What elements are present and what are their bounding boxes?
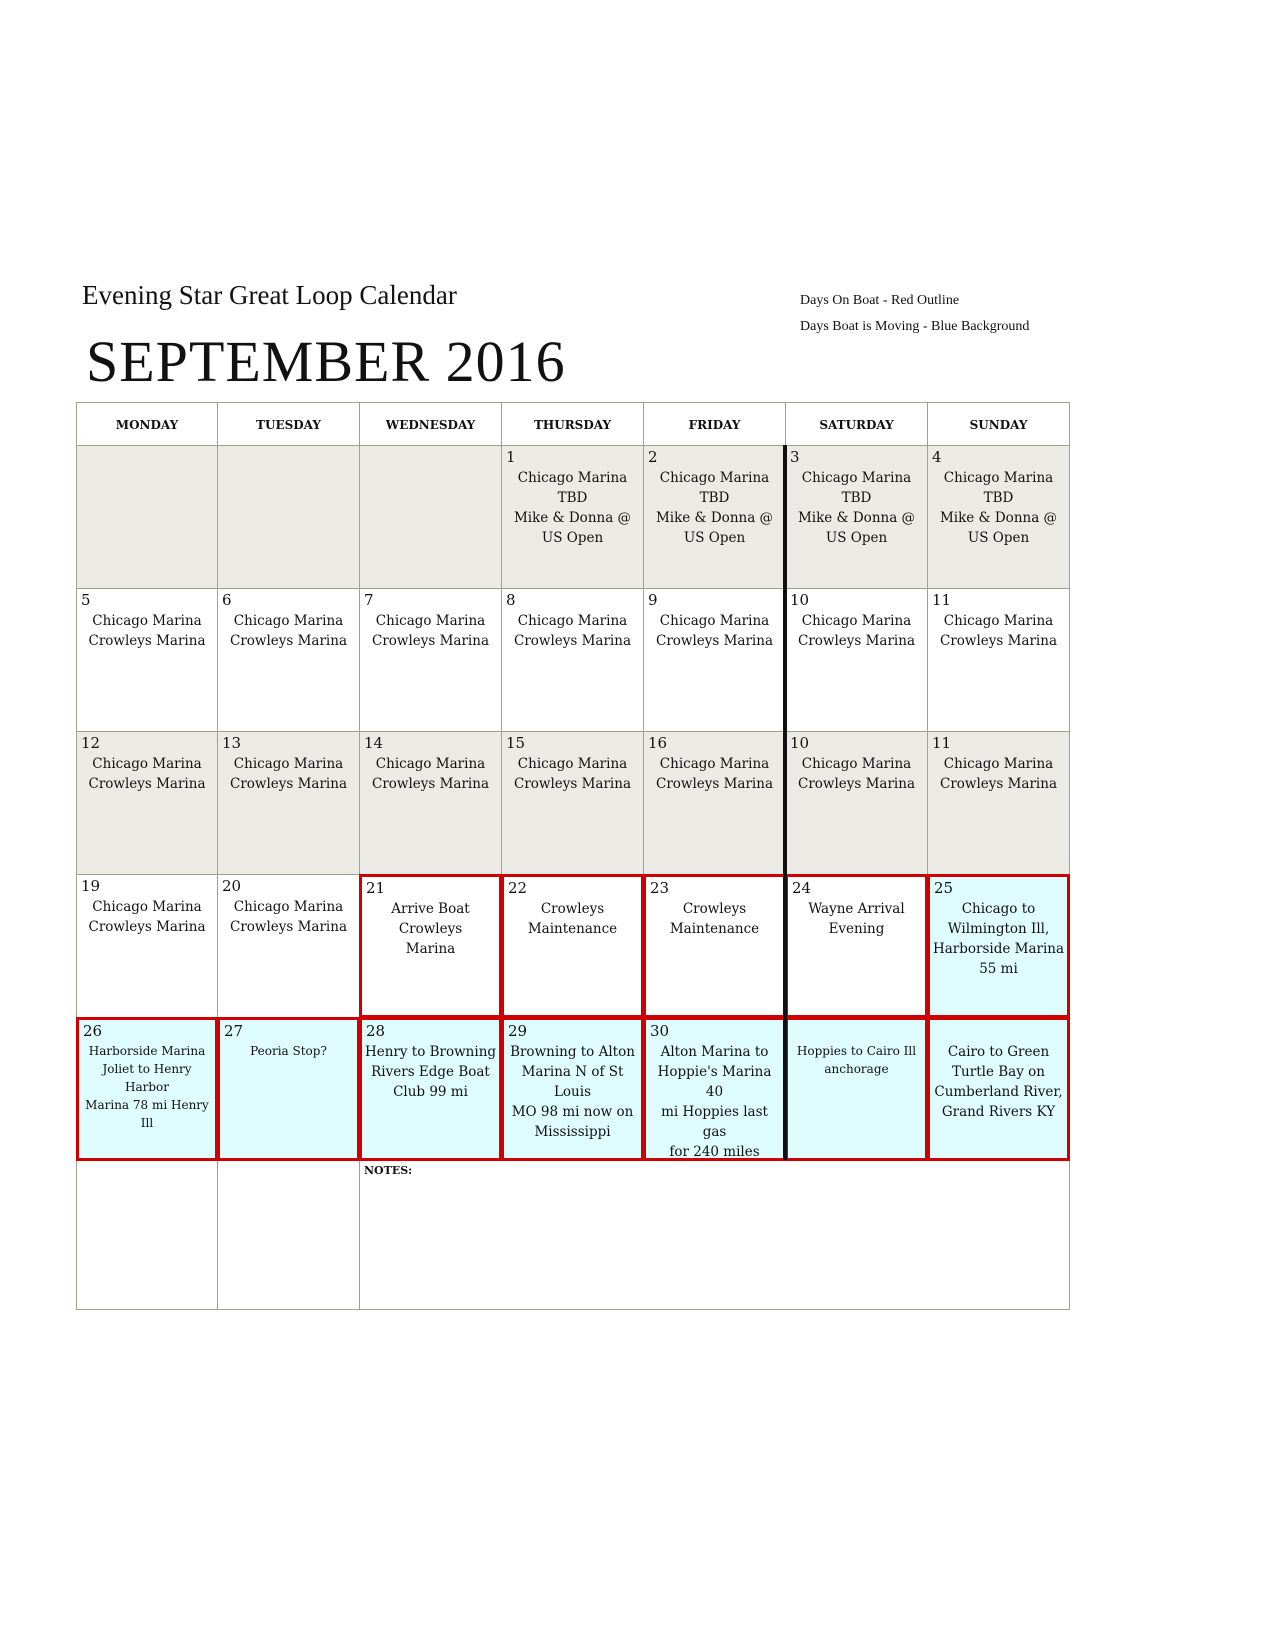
event-line: Chicago Marina TBD xyxy=(943,470,1054,506)
legend-on-boat: Days On Boat - Red Outline xyxy=(800,293,960,308)
day-cell-15 xyxy=(501,731,644,875)
event-line: Crowleys Marina xyxy=(371,776,489,792)
day-event-text xyxy=(930,468,1067,548)
day-cell-14 xyxy=(359,731,502,875)
event-line: Mike & Donna @ xyxy=(939,510,1058,526)
month-heading: SEPTEMBER 2016 xyxy=(86,329,566,394)
event-line: Browning to Alton xyxy=(510,1044,635,1060)
day-event-text xyxy=(790,1042,923,1078)
day-cell-blank xyxy=(927,1017,1070,1161)
event-line: Crowleys Marina xyxy=(513,776,631,792)
event-line: US Open xyxy=(683,530,746,546)
event-line: Chicago Marina TBD xyxy=(801,470,912,506)
day-cell-6 xyxy=(217,588,360,732)
event-line: US Open xyxy=(825,530,888,546)
weekday-header-monday: MONDAY xyxy=(76,402,218,447)
day-cell-21 xyxy=(359,874,502,1018)
event-line: Chicago Marina xyxy=(517,756,628,772)
day-number: 1 xyxy=(506,448,516,466)
event-line: Cumberland River, xyxy=(934,1084,1063,1100)
day-number: 2 xyxy=(648,448,658,466)
event-line: Alton Marina to xyxy=(660,1044,769,1060)
event-line: Marina 78 mi Henry Ill xyxy=(85,1098,209,1130)
weekday-header-wednesday: WEDNESDAY xyxy=(359,402,502,447)
event-line: Harborside Marina xyxy=(932,941,1065,957)
day-number: 9 xyxy=(648,591,658,609)
day-number: 8 xyxy=(506,591,516,609)
day-event-text xyxy=(364,899,497,959)
event-line: Turtle Bay on xyxy=(952,1064,1045,1080)
day-cell-4 xyxy=(927,445,1070,589)
event-line: Chicago Marina xyxy=(92,756,202,772)
day-number: 6 xyxy=(222,591,232,609)
event-line: for 240 miles xyxy=(669,1144,760,1160)
event-line: Hoppie's Marina 40 xyxy=(657,1064,772,1100)
day-event-text xyxy=(648,899,781,939)
day-cell-3 xyxy=(785,445,928,589)
event-line: Mike & Donna @ xyxy=(513,510,632,526)
event-line: Henry to Browning xyxy=(364,1044,497,1060)
day-number: 20 xyxy=(222,877,242,895)
event-line: Cairo to Green xyxy=(947,1044,1050,1060)
day-number: 10 xyxy=(790,591,810,609)
weekday-header-sunday: SUNDAY xyxy=(927,402,1070,447)
event-line: Crowleys Marina xyxy=(88,919,206,935)
event-line: Chicago Marina xyxy=(92,613,202,629)
weekday-header-saturday: SATURDAY xyxy=(785,402,928,447)
day-event-text xyxy=(504,611,641,651)
event-line: Chicago Marina xyxy=(801,613,912,629)
day-number: 26 xyxy=(83,1022,103,1040)
event-line: Chicago Marina xyxy=(659,613,770,629)
day-event-text xyxy=(646,468,783,548)
day-cell-12 xyxy=(76,731,218,875)
day-cell-19 xyxy=(76,874,218,1018)
day-cell-26 xyxy=(76,1017,218,1161)
day-event-text xyxy=(220,754,357,794)
day-cell-13 xyxy=(217,731,360,875)
day-cell-20 xyxy=(217,874,360,1018)
day-event-text xyxy=(220,611,357,651)
day-cell-16 xyxy=(643,731,786,875)
day-cell-blank xyxy=(217,445,360,589)
weekday-header-thursday: THURSDAY xyxy=(501,402,644,447)
event-line: Crowleys Marina xyxy=(939,633,1057,649)
event-line: Crowleys Marina xyxy=(655,776,773,792)
day-event-text xyxy=(932,899,1065,979)
day-cell-7 xyxy=(359,588,502,732)
event-line: Harborside Marina xyxy=(88,1044,206,1058)
event-line: Joliet to Henry Harbor xyxy=(102,1062,192,1094)
event-line: Chicago Marina xyxy=(375,756,486,772)
day-event-text xyxy=(362,611,499,651)
event-line: Hoppies to Cairo Ill xyxy=(796,1044,917,1058)
event-line: anchorage xyxy=(824,1062,889,1076)
day-event-text xyxy=(79,611,215,651)
day-cell-28 xyxy=(359,1017,502,1161)
event-line: Chicago Marina xyxy=(233,756,344,772)
day-event-text xyxy=(81,1042,213,1132)
day-number: 30 xyxy=(650,1022,670,1040)
event-line: Crowleys xyxy=(682,901,747,917)
event-line: Evening xyxy=(828,921,885,937)
day-event-text xyxy=(788,611,925,651)
event-line: Club 99 mi xyxy=(393,1084,468,1100)
day-event-text xyxy=(504,754,641,794)
day-number: 13 xyxy=(222,734,242,752)
event-line: Crowleys Marina xyxy=(513,633,631,649)
day-cell-blank xyxy=(359,445,502,589)
day-number: 3 xyxy=(790,448,800,466)
day-cell-11 xyxy=(927,588,1070,732)
day-number: 28 xyxy=(366,1022,386,1040)
day-cell-27 xyxy=(217,1017,360,1161)
day-event-text xyxy=(646,754,783,794)
day-number: 25 xyxy=(934,879,954,897)
day-cell-23 xyxy=(643,874,786,1018)
legend-boat-moving: Days Boat is Moving - Blue Background xyxy=(800,319,1030,334)
day-cell-22 xyxy=(501,874,644,1018)
day-cell-1 xyxy=(501,445,644,589)
event-line: Chicago Marina TBD xyxy=(659,470,770,506)
day-event-text xyxy=(930,611,1067,651)
event-line: Rivers Edge Boat xyxy=(371,1064,490,1080)
day-event-text xyxy=(932,1042,1065,1122)
day-number: 27 xyxy=(224,1022,244,1040)
event-line: US Open xyxy=(967,530,1030,546)
event-line: Chicago to xyxy=(961,901,1036,917)
event-line: Wayne Arrival xyxy=(808,901,905,917)
day-number: 15 xyxy=(506,734,526,752)
event-line: Chicago Marina xyxy=(233,899,344,915)
event-line: Wilmington Ill, xyxy=(947,921,1050,937)
day-number: 10 xyxy=(790,734,810,752)
day-cell-9 xyxy=(643,588,786,732)
day-cell-blank xyxy=(76,445,218,589)
event-line: Chicago Marina xyxy=(92,899,202,915)
event-line: Crowleys xyxy=(540,901,605,917)
day-cell-2 xyxy=(643,445,786,589)
event-line: Chicago Marina xyxy=(943,613,1054,629)
day-event-text xyxy=(646,611,783,651)
calendar-grid xyxy=(76,402,1085,1310)
event-line: Crowleys Marina xyxy=(797,633,915,649)
day-event-text xyxy=(79,754,215,794)
day-event-text xyxy=(788,468,925,548)
day-cell-8 xyxy=(501,588,644,732)
event-line: Crowleys Marina xyxy=(88,776,206,792)
day-event-text xyxy=(362,754,499,794)
day-event-text xyxy=(364,1042,497,1102)
notes-box[interactable] xyxy=(359,1160,1070,1310)
event-line: Marina xyxy=(405,941,456,957)
day-event-text xyxy=(504,468,641,548)
day-event-text xyxy=(506,899,639,939)
day-number: 14 xyxy=(364,734,384,752)
event-line: Crowleys Marina xyxy=(655,633,773,649)
day-cell-10 xyxy=(785,588,928,732)
weekday-header-friday: FRIDAY xyxy=(643,402,786,447)
event-line: Arrive Boat Crowleys xyxy=(391,901,470,937)
day-number: 22 xyxy=(508,879,528,897)
event-line: Maintenance xyxy=(669,921,760,937)
event-line: US Open xyxy=(541,530,604,546)
day-cell-blank xyxy=(785,1017,928,1161)
event-line: Crowleys Marina xyxy=(88,633,206,649)
event-line: Chicago Marina xyxy=(233,613,344,629)
day-event-text xyxy=(648,1042,781,1162)
day-number: 4 xyxy=(932,448,942,466)
day-event-text xyxy=(79,897,215,937)
day-cell-11 xyxy=(927,731,1070,875)
day-event-text xyxy=(222,1042,355,1060)
event-line: Chicago Marina xyxy=(943,756,1054,772)
event-line: Crowleys Marina xyxy=(229,776,347,792)
day-number: 11 xyxy=(932,734,952,752)
event-line: Crowleys Marina xyxy=(371,633,489,649)
day-number: 21 xyxy=(366,879,386,897)
day-number: 16 xyxy=(648,734,668,752)
event-line: Chicago Marina xyxy=(517,613,628,629)
blank-cell xyxy=(76,1160,218,1310)
event-line: Crowleys Marina xyxy=(939,776,1057,792)
day-event-text xyxy=(788,754,925,794)
event-line: Crowleys Marina xyxy=(797,776,915,792)
blank-cell xyxy=(217,1160,360,1310)
day-event-text xyxy=(506,1042,639,1142)
day-number: 12 xyxy=(81,734,101,752)
day-number: 29 xyxy=(508,1022,528,1040)
event-line: Crowleys Marina xyxy=(229,919,347,935)
event-line: mi Hoppies last gas xyxy=(661,1104,768,1140)
calendar-title: Evening Star Great Loop Calendar xyxy=(82,280,457,310)
day-number: 19 xyxy=(81,877,101,895)
saturday-divider xyxy=(783,445,787,1160)
day-event-text xyxy=(220,897,357,937)
day-cell-10 xyxy=(785,731,928,875)
event-line: Mike & Donna @ xyxy=(655,510,774,526)
day-cell-25 xyxy=(927,874,1070,1018)
day-cell-5 xyxy=(76,588,218,732)
event-line: Chicago Marina xyxy=(375,613,486,629)
day-number: 5 xyxy=(81,591,91,609)
day-event-text xyxy=(930,754,1067,794)
event-line: Grand Rivers KY xyxy=(941,1104,1056,1120)
day-cell-29 xyxy=(501,1017,644,1161)
event-line: Chicago Marina xyxy=(659,756,770,772)
event-line: Mike & Donna @ xyxy=(797,510,916,526)
notes-label: NOTES: xyxy=(364,1164,413,1177)
event-line: Maintenance xyxy=(527,921,618,937)
day-number: 23 xyxy=(650,879,670,897)
event-line: Peoria Stop? xyxy=(250,1044,327,1058)
day-cell-30 xyxy=(643,1017,786,1161)
day-number: 24 xyxy=(792,879,812,897)
event-line: MO 98 mi now on xyxy=(511,1104,634,1120)
day-event-text xyxy=(790,899,923,939)
day-number: 7 xyxy=(364,591,374,609)
event-line: Chicago Marina TBD xyxy=(517,470,628,506)
event-line: Chicago Marina xyxy=(801,756,912,772)
day-number: 11 xyxy=(932,591,952,609)
event-line: Crowleys Marina xyxy=(229,633,347,649)
event-line: 55 mi xyxy=(979,961,1018,977)
event-line: Marina N of St Louis xyxy=(521,1064,624,1100)
day-cell-24 xyxy=(785,874,928,1018)
event-line: Mississippi xyxy=(534,1124,611,1140)
weekday-header-tuesday: TUESDAY xyxy=(217,402,360,447)
